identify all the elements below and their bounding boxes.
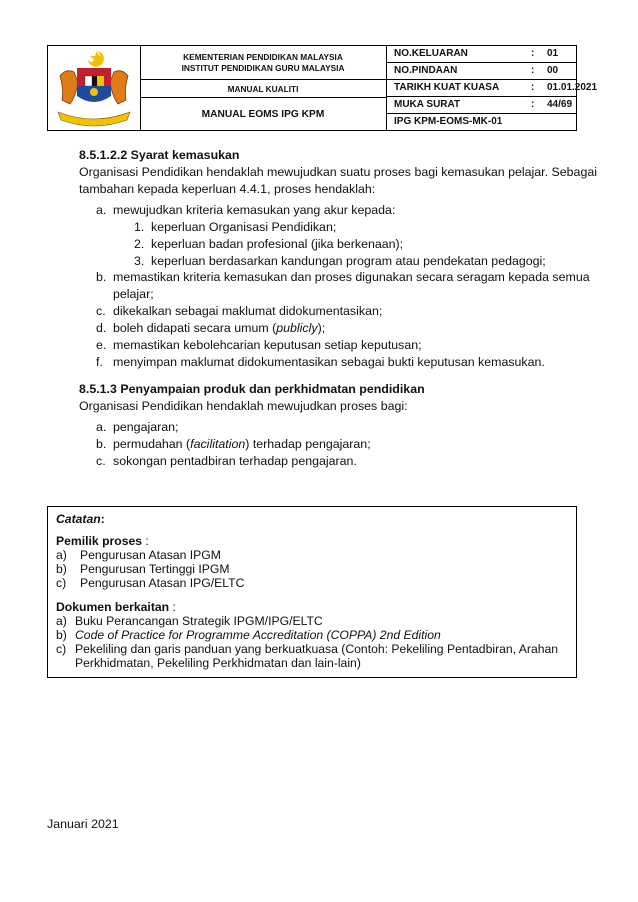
list-marker: 2. (134, 237, 145, 251)
meta-value: 44/69 (547, 99, 573, 110)
list-text: keperluan Organisasi Pendidikan; (151, 220, 337, 234)
meta-key: NO.KELUARAN (394, 48, 468, 59)
list-marker: e. (96, 338, 107, 352)
docs-heading (56, 600, 176, 615)
meta-key: TARIKH KUAT KUASA (394, 82, 500, 93)
list-text-part: ) terhadap pengajaran; (245, 437, 371, 451)
doc-item (56, 642, 559, 657)
owner-heading-text: Pemilik proses (56, 534, 143, 548)
doc-item-continuation: Perkhidmatan, Pekeliling Perkhidmatan dan lain-lain) (75, 656, 361, 670)
list-text (113, 436, 371, 453)
logo-cell (48, 46, 141, 130)
list-text: keperluan badan profesional (jika berkenaan); (151, 237, 404, 251)
list-text-part: boleh didapati secara umum ( (113, 321, 277, 335)
manual-label: MANUAL KUALITI (140, 80, 386, 98)
header-meta (386, 46, 598, 130)
footer-date: Januari 2021 (47, 817, 119, 831)
list-text: Buku Perancangan Strategik IPGM/IPG/ELTC (75, 614, 323, 628)
ministry-line1: KEMENTERIAN PENDIDIKAN MALAYSIA (183, 51, 343, 62)
ministry-line2: INSTITUT PENDIDIKAN GURU MALAYSIA (181, 62, 345, 73)
meta-value: 00 (547, 65, 559, 76)
list-marker: a) (56, 548, 67, 562)
list-text: Pengurusan Tertinggi IPGM (80, 562, 230, 576)
list-marker: f. (96, 355, 103, 369)
list-text-part: ); (317, 321, 326, 335)
list-text: pelajar; (113, 287, 154, 301)
italic-term: publicly (276, 321, 318, 335)
meta-row (386, 80, 598, 97)
list-marker: b. (96, 437, 107, 451)
list-text: menyimpan maklumat didokumentasikan sebagai bukti keputusan kemasukan. (113, 355, 545, 369)
list-text: Code of Practice for Programme Accreditation (COPPA) 2nd Edition (75, 628, 441, 642)
owner-heading (56, 534, 149, 549)
list-marker: 3. (134, 254, 145, 268)
list-text (113, 320, 325, 337)
list-marker: a. (96, 203, 107, 217)
meta-colon: : (531, 48, 535, 59)
list-text: memastikan kebolehcarian keputusan setiap keputusan; (113, 338, 422, 352)
header-middle (140, 46, 387, 130)
list-marker: b) (56, 628, 67, 642)
list-marker: c. (96, 304, 106, 318)
list-text: Pengurusan Atasan IPGM (80, 548, 221, 562)
document-header (47, 45, 598, 131)
list-marker: b. (96, 270, 107, 284)
docs-heading-suffix: : (169, 600, 176, 614)
meta-colon: : (531, 99, 535, 110)
list-text: Pengurusan Atasan IPG/ELTC (80, 576, 245, 590)
section-intro-line2: tambahan kepada keperluan 4.4.1, proses hendaklah: (79, 182, 376, 196)
list-marker: 1. (134, 220, 145, 234)
list-text: Pekeliling dan garis panduan yang berkuatkuasa (Contoh: Pekeliling Pentadbiran, Arahan (75, 642, 559, 656)
list-text: dikekalkan sebagai maklumat didokumentasikan; (113, 304, 383, 318)
list-text: pengajaran; (113, 420, 179, 434)
note-title (56, 512, 105, 527)
list-marker: a) (56, 614, 67, 628)
section-intro-line1: Organisasi Pendidikan hendaklah mewujudkan suatu proses bagi kemasukan pelajar. Sebagai (79, 165, 597, 179)
owner-heading-suffix: : (142, 534, 149, 548)
ministry-cell (140, 46, 386, 80)
list-marker: c) (56, 576, 67, 590)
list-marker: c) (56, 642, 67, 656)
docs-heading-text: Dokumen berkaitan (56, 600, 170, 614)
list-text: memastikan kriteria kemasukan dan proses digunakan secara seragam kepada semua (113, 270, 590, 284)
meta-key: IPG KPM-EOMS-MK-01 (394, 116, 503, 127)
malaysia-coat-of-arms-logo (48, 46, 140, 130)
note-title-text: Catatan (56, 512, 101, 526)
note-box (47, 506, 577, 678)
meta-row (386, 114, 576, 131)
manual-title: MANUAL EOMS IPG KPM (201, 108, 325, 120)
doc-item (56, 628, 441, 643)
owner-item (56, 562, 230, 577)
list-marker: b) (56, 562, 67, 576)
list-text-part: permudahan ( (113, 437, 191, 451)
meta-row (386, 46, 576, 63)
list-marker: c. (96, 454, 106, 468)
italic-term: facilitation (190, 437, 246, 451)
meta-colon: : (531, 82, 535, 93)
meta-row (386, 97, 576, 114)
owner-item (56, 548, 221, 563)
section-heading: 8.5.1.2.2 Syarat kemasukan (79, 148, 240, 162)
owner-item (56, 576, 245, 591)
section-intro: Organisasi Pendidikan hendaklah mewujudkan proses bagi: (79, 399, 408, 413)
list-text: keperluan berdasarkan kandungan program atau pendekatan pedagogi; (151, 254, 546, 268)
note-title-suffix: : (100, 512, 105, 526)
doc-item (56, 614, 323, 629)
meta-value: 01 (547, 48, 559, 59)
meta-colon: : (531, 65, 535, 76)
meta-value: 01.01.2021 (547, 82, 598, 93)
meta-key: MUKA SURAT (394, 99, 461, 110)
list-text: sokongan pentadbiran terhadap pengajaran. (113, 454, 357, 468)
list-text: mewujudkan kriteria kemasukan yang akur kepada: (113, 203, 396, 217)
meta-key: NO.PINDAAN (394, 65, 458, 76)
list-marker: d. (96, 321, 107, 335)
list-marker: a. (96, 420, 107, 434)
section-heading: 8.5.1.3 Penyampaian produk dan perkhidmatan pendidikan (79, 382, 425, 396)
meta-row (386, 63, 576, 80)
